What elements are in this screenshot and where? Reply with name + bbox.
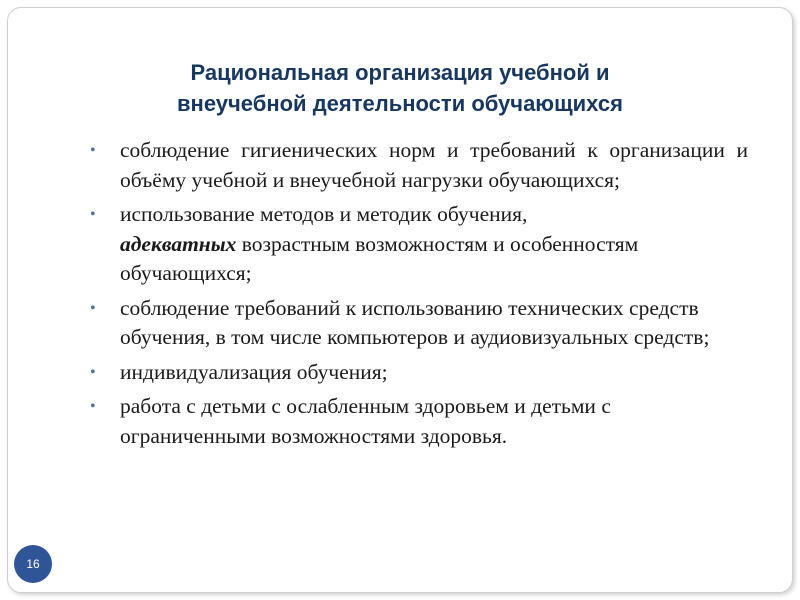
title-line-1: Рациональная организация учебной и [190,60,610,85]
bullet-icon: • [90,206,96,223]
slide-title [60,57,740,119]
bullet-text-emphasis: адекватных [120,231,237,256]
bullet-text-before: использование методов и методик обучения, [120,202,528,226]
bullet-text [120,200,748,289]
list-item [88,294,748,353]
bullet-text: соблюдение гигиенических норм и требований к организации и объёму учебной и внеучебной нагрузки обучающихся; [120,138,748,192]
list-item [88,392,748,451]
list-item [88,358,748,388]
list-item [88,200,748,289]
bullet-text: индивидуализация обучения; [120,359,388,384]
bullet-icon: • [90,398,96,415]
page-number-badge: 16 [14,545,52,583]
bullet-icon: • [90,363,96,381]
bullet-icon: • [90,299,96,317]
bullet-text: соблюдение требований к использованию технических средств обучения, в том числе компьютеров и аудиовизуальных средств; [120,295,710,349]
bullet-icon: • [90,142,96,159]
bullet-text-after: возрастным возможностям и особенностям обучающихся; [120,231,639,285]
bullet-text: работа с детьми с ослабленным здоровьем и детьми с ограниченными возможностями здоровья. [120,394,611,448]
list-item [88,136,748,195]
bullet-list [88,136,748,456]
title-line-2: внеучебной деятельности обучающихся [177,91,623,116]
